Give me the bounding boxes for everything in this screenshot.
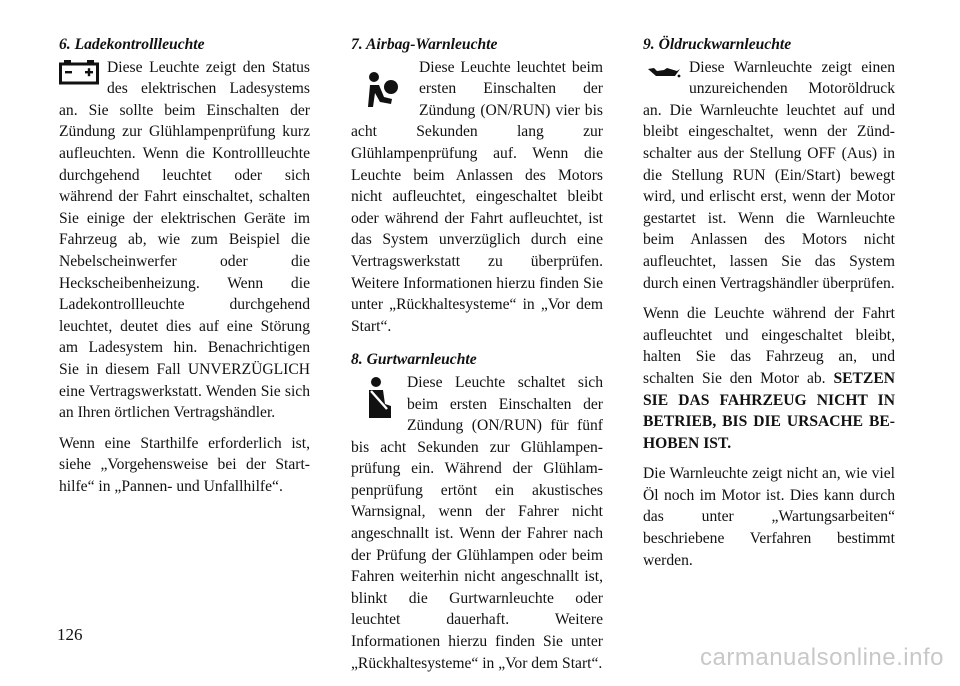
paragraph: Diese Leuchte schaltet sich beim ersten Einschalten der Zündung (ON/RUN) für fünf bis acht Sekunden zur Glühlampenprüfung ein. Während der Glühlampenprüfung ertönt ein akustisches Warnsignal, wenn der Fahrer nicht angeschnallt ist. Wenn der Fahrer nach der Prüfung der Glühlampen oder beim Fahren weiterhin nicht angeschnallt ist, blinkt die Gurtwarnleuchte oder leuchtet dauerhaft. Weitere Informationen hierzu finden Sie unter „Rückhaltesysteme“ in „Vor dem Start“. [351, 373, 603, 672]
oil-can-icon [647, 65, 681, 79]
section-heading: 6. Ladekontrollleuchte [59, 36, 205, 53]
paragraph: Diese Leuchte zeigt den Status des elektrischen Ladesystems an. Sie sollte beim Einschalten der Zündung zur Glühlampenprüfung kurz aufleuchten. Wenn die Kontrollleuchte durchgehend leuchtet oder sich während der Fahrt einschaltet, schalten Sie einige der elektrischen Geräte im Fahrzeug ab, wie zum Beispiel die Nebelscheinwerfer oder die Heckscheibenheizung. Wenn die Ladekontrollleuchte durchgehend leuchtet, deutet dies auf eine Störung am Ladesystem hin. Benachrichtigen Sie in diesem Fall UNVERZÜGLICH eine Vertragswerkstatt. Wenden Sie sich an Ihren örtlichen Vertragshändler. [59, 58, 310, 422]
paragraph-text: Wenn die Leuchte während der Fahrt aufleuchtet und eingeschaltet bleibt, halten Sie das Fahrzeug an, und schalten Sie den Motor ab. [643, 305, 895, 387]
section-oeldruckwarnleuchte [643, 34, 895, 571]
paragraph: Die Warnleuchte zeigt nicht an, wie viel Öl noch im Motor ist. Dies kann durch das unter „Wartungsarbeiten“ beschriebene Verfahren bestimmt werden. [643, 465, 895, 569]
paragraph: Diese Leuchte leuchtet beim ersten Einschalten der Zündung (ON/RUN) vier bis acht Sekunden lang zur Glühlampenprüfung auf. Wenn die Leuchte beim Anlassen des Motors nicht aufleuchtet, eingeschaltet bleibt oder während der Fahrt aufleuchtet, ist das System unverzüglich durch eine Vertragswerkstatt zu überprüfen. Weitere Informationen hierzu finden Sie unter „Rückhaltesysteme“ in „Vor dem Start“. [351, 58, 603, 335]
column-left [59, 34, 310, 509]
section-heading: 7. Airbag-Warnleuchte [351, 36, 498, 53]
paragraph: Wenn eine Starthilfe erforderlich ist, siehe „Vorgehensweise bei der Starthilfe“ in „Pannen- und Unfallhilfe“. [59, 434, 310, 495]
page-number: 126 [57, 625, 83, 644]
paragraph: Diese Warnleuchte zeigt einen unzureichenden Motoröldruck an. Die Warnleuchte leuchtet auf und bleibt eingeschaltet, wenn der Zündschalter aus der Stellung OFF (Aus) in die Stellung RUN (Ein/Start) bewegt wird, und erlischt erst, wenn der Motor gestartet ist. Wenn die Warnleuchte beim Anlassen des Motors nicht aufleuchtet, lassen Sie das System durch einen Vertragshändler überprüfen. [643, 58, 895, 292]
section-gurtwarnleuchte [351, 349, 603, 674]
warning-text: SETZEN SIE DAS FAHRZEUG NICHT IN BETRIEB, BIS DIE URSACHE BEHOBEN IST. [643, 369, 895, 452]
column-middle [351, 34, 603, 686]
airbag-icon [365, 71, 399, 109]
column-right [643, 34, 895, 583]
battery-icon [59, 59, 99, 85]
paragraph [643, 303, 895, 454]
section-ladekontrollleuchte [59, 34, 310, 497]
section-heading: 9. Öldruckwarnleuchte [643, 36, 792, 53]
section-airbag-warnleuchte [351, 34, 603, 337]
seatbelt-icon [365, 376, 393, 420]
watermark: carmanualsonline.info [700, 644, 944, 671]
section-heading: 8. Gurtwarnleuchte [351, 351, 477, 369]
